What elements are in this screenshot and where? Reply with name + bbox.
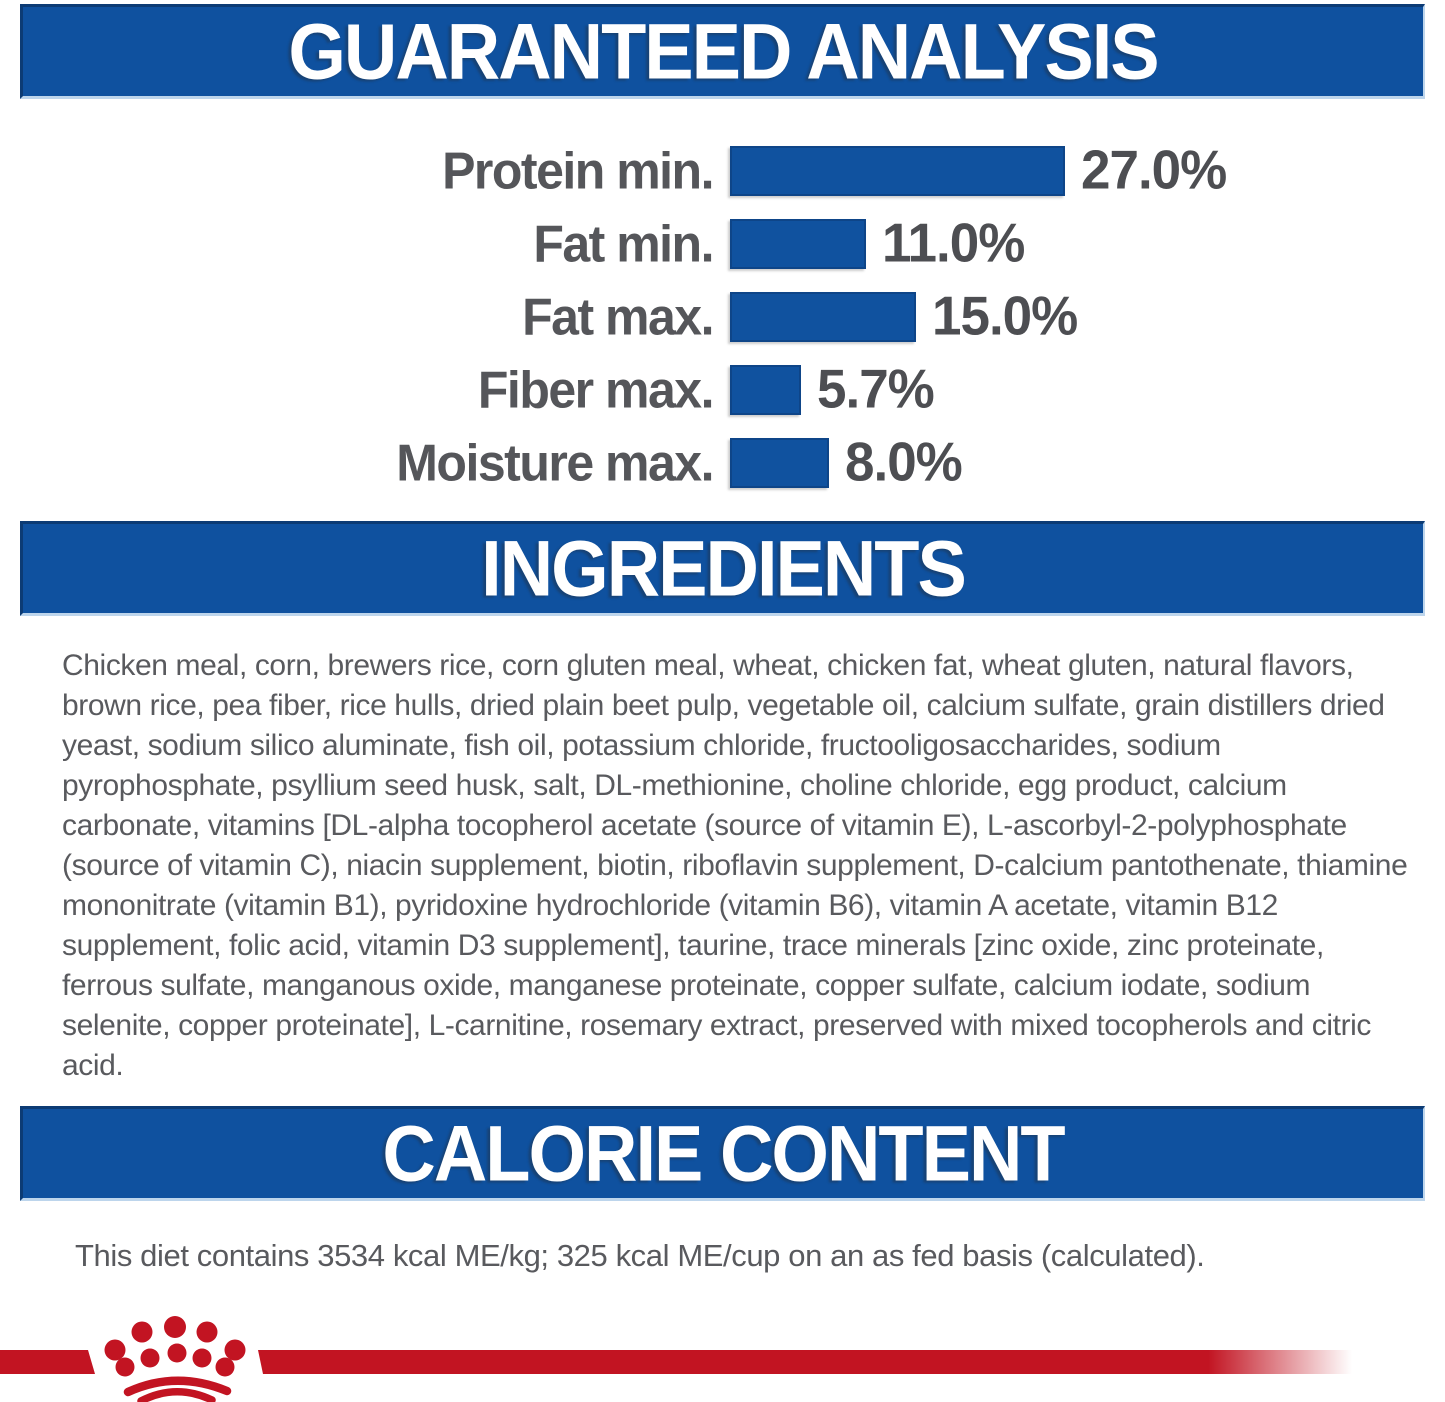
guaranteed-analysis-title: GUARANTEED ANALYSIS [288,7,1158,96]
analysis-value: 27.0% [1081,139,1227,202]
analysis-label: Moisture max. [396,433,713,492]
analysis-bar [730,219,866,269]
brand-stripe-right [258,1350,1363,1374]
analysis-label: Fat max. [522,287,713,346]
ingredients-text: Chicken meal, corn, brewers rice, corn gluten meal, wheat, chicken fat, wheat gluten, natural flavors, brown rice, pea fiber, rice hulls, dried plain beet pulp, vegetable oil, calcium sulfate, grain distillers dried yeast, sodium silico aluminate, fish oil, potassium chloride, fructooligosaccharides, sodium pyrophosphate, psyllium seed husk, salt, DL-methionine, choline chloride, egg product, calcium carbonate, vitamins [DL-alpha tocopherol acetate (source of vitamin E), L-ascorbyl-2-polyphosphate (source of vitamin C), niacin supplement, biotin, riboflavin supplement, D-calcium pantothenate, thiamine mononitrate (vitamin B1), pyridoxine hydrochloride (vitamin B6), vitamin A acetate, vitamin B12 supplement, folic acid, vitamin D3 supplement], taurine, trace minerals [zinc oxide, zinc proteinate, ferrous sulfate, manganous oxide, manganese proteinate, copper sulfate, calcium iodate, sodium selenite, copper proteinate], L-carnitine, rosemary extract, preserved with mixed tocopherols and citric acid. [62,649,1408,1082]
analysis-bar [730,365,801,415]
analysis-label: Protein min. [442,141,713,200]
royal-canin-crown-icon [88,1314,262,1402]
guaranteed-analysis-chart [0,134,1445,499]
analysis-bar [730,438,829,488]
calorie-content-title: CALORIE CONTENT [382,1109,1064,1198]
analysis-bar [730,292,916,342]
analysis-row-fiber-max [0,353,1445,426]
ingredients-title: INGREDIENTS [481,524,965,613]
brand-stripe-left [0,1350,95,1374]
analysis-value: 5.7% [817,358,934,421]
analysis-row-moisture-max [0,426,1445,499]
calorie-content-text: This diet contains 3534 kcal ME/kg; 325 kcal ME/cup on an as fed basis (calculated). [75,1238,1205,1273]
ingredients-header [20,521,1425,616]
calorie-content-header [20,1106,1425,1201]
guaranteed-analysis-header [20,4,1425,99]
analysis-row-fat-min [0,207,1445,280]
analysis-label: Fiber max. [477,360,713,419]
analysis-label: Fat min. [533,214,713,273]
analysis-row-protein-min [0,134,1445,207]
analysis-value: 8.0% [845,431,962,494]
analysis-value: 11.0% [882,212,1025,275]
analysis-bar [730,146,1065,196]
analysis-row-fat-max [0,280,1445,353]
analysis-value: 15.0% [932,285,1078,348]
